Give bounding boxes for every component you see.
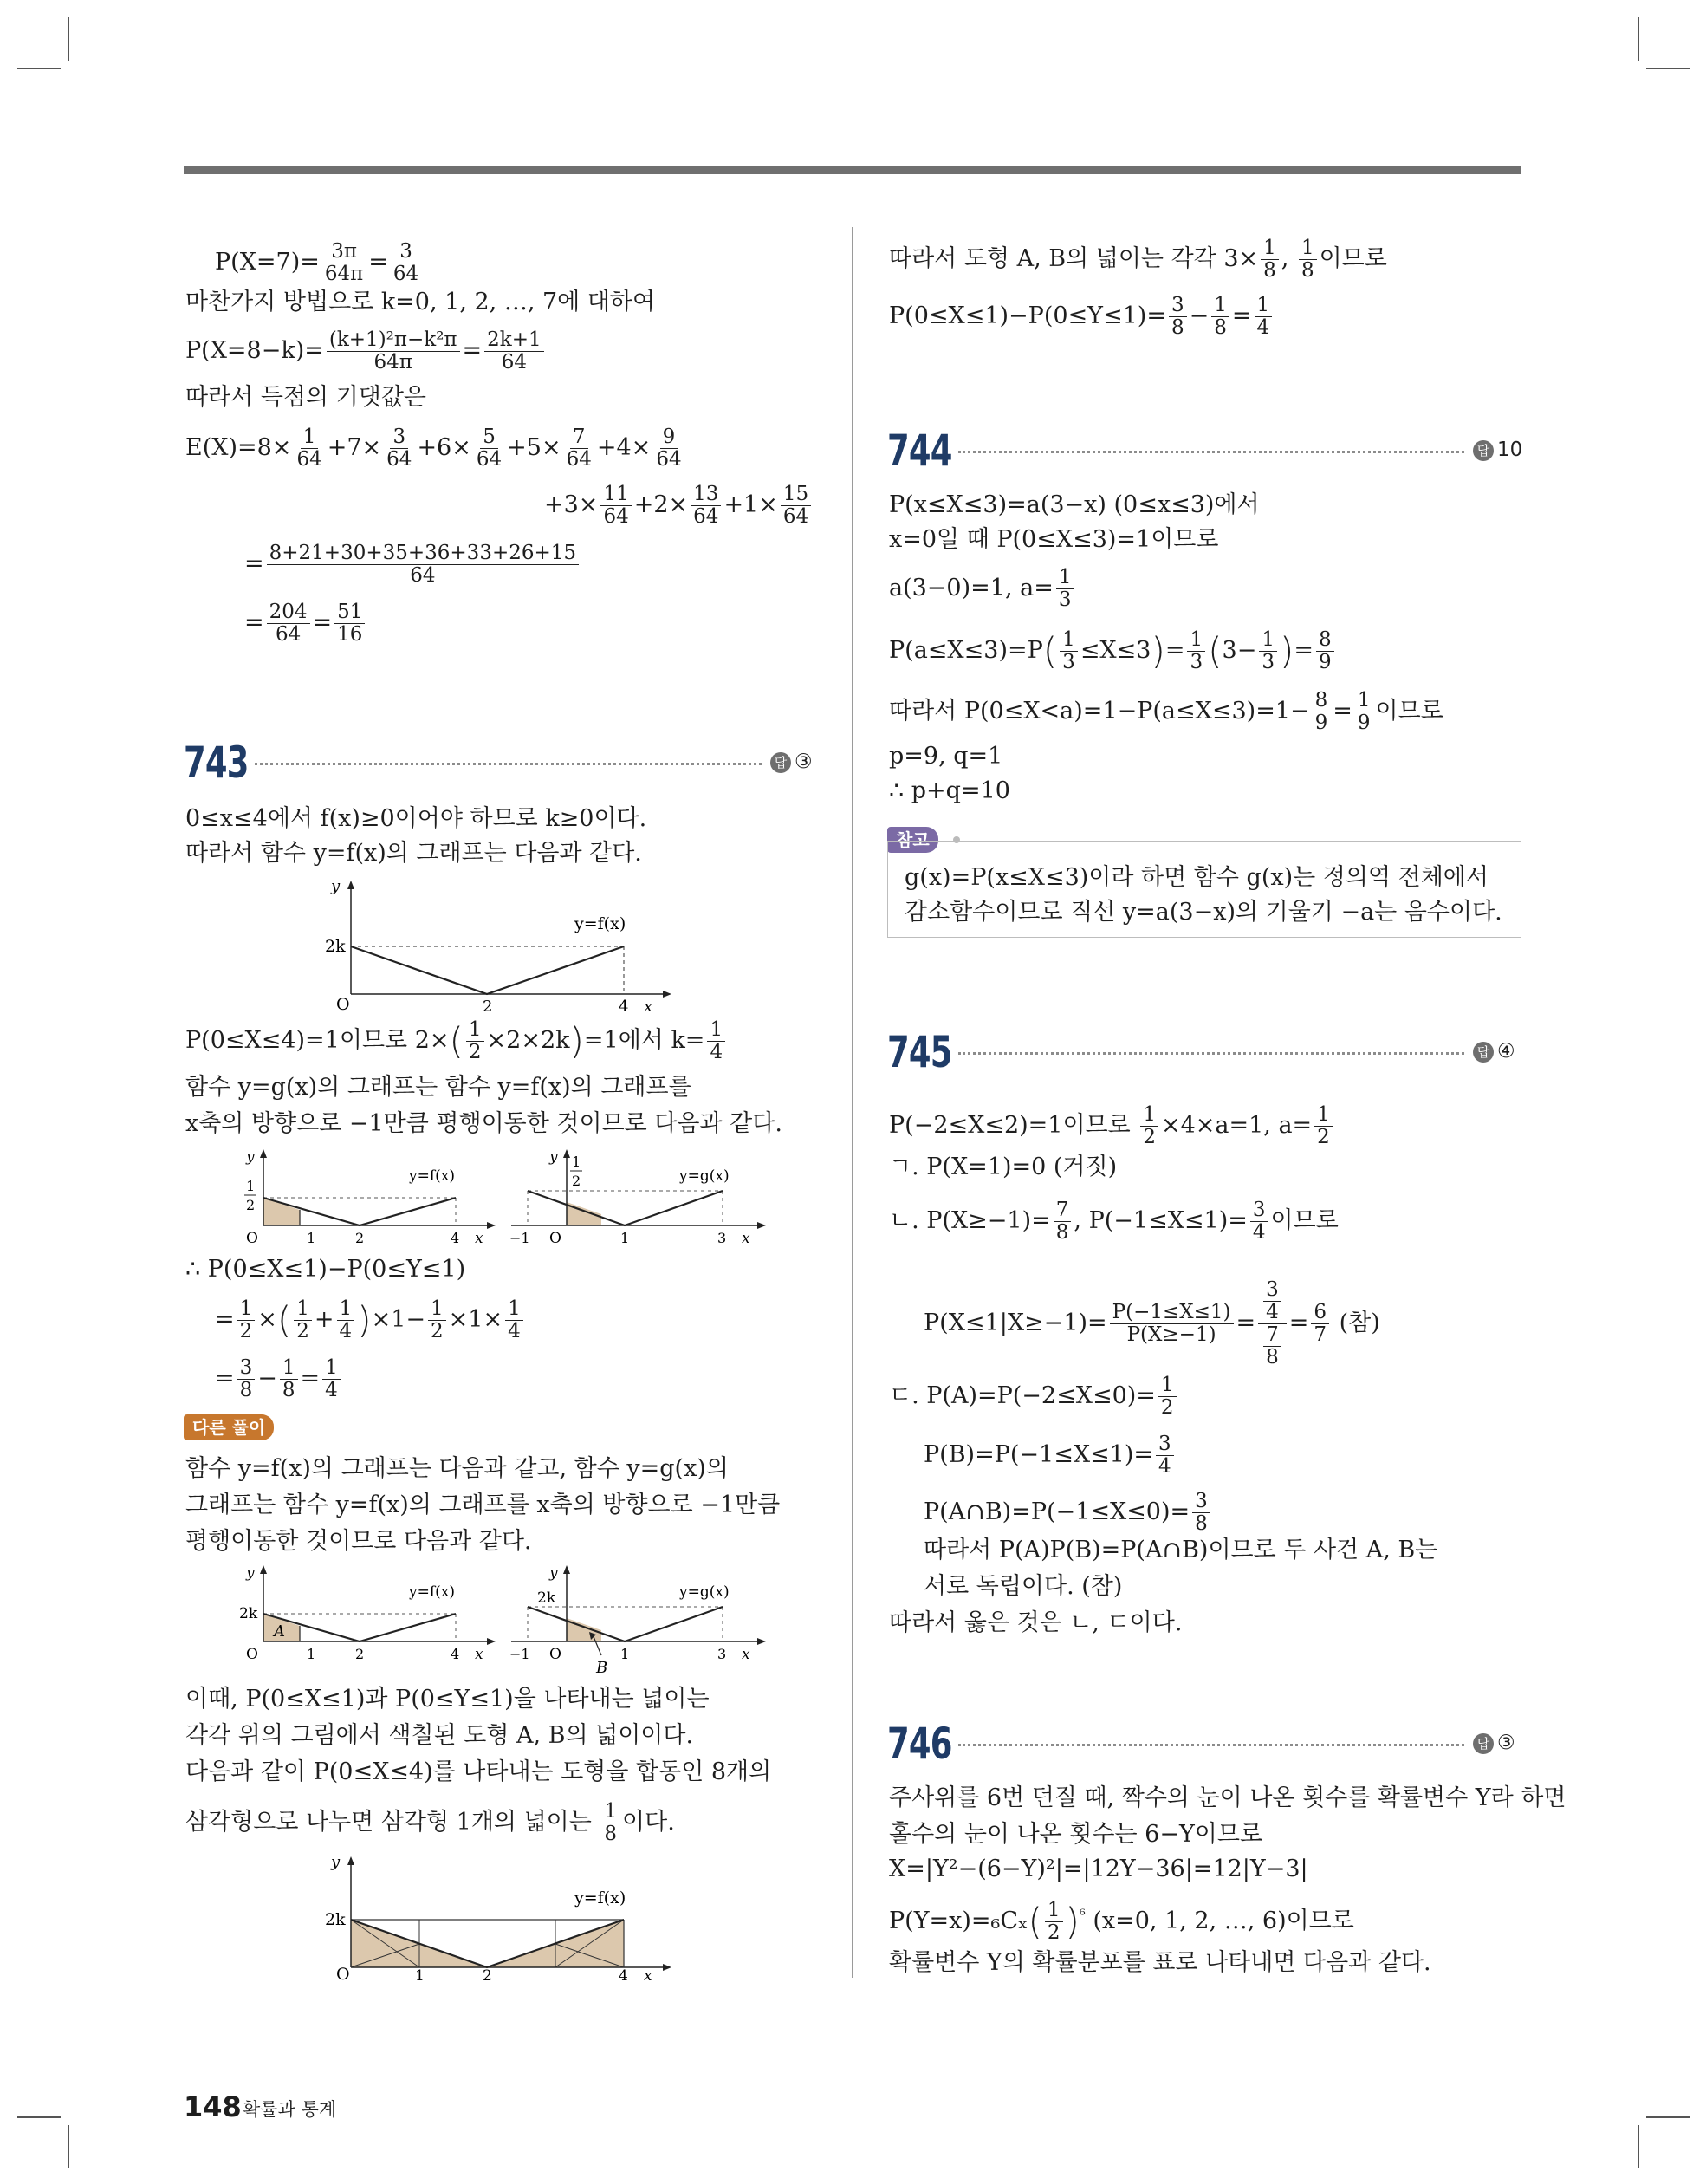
reference-text: 감소함수이므로 직선 y=a(3−x)의 기울기 −a는 음수이다.	[905, 899, 1502, 926]
reference-text: g(x)=P(x≤X≤3)이라 하면 함수 g(x)는 정의역 전체에서	[905, 864, 1489, 891]
axis-label-x: x	[644, 1967, 652, 1985]
crop-mark	[1638, 17, 1639, 61]
problem-header-746	[887, 1719, 1521, 1768]
alt-solution-tag: 다른 풀이	[184, 1414, 274, 1440]
solution-line: 함수 y=g(x)의 그래프는 함수 y=f(x)의 그래프를	[185, 1074, 691, 1101]
tick-label: 4	[451, 1646, 460, 1662]
curve-label: y=f(x)	[409, 1583, 455, 1601]
solution-line: 따라서 옳은 것은 ㄴ, ㄷ이다.	[889, 1609, 1183, 1636]
problem-number: 746	[887, 1719, 952, 1769]
tick-label: 1	[307, 1230, 316, 1246]
solution-line: 홀수의 눈이 나온 횟수는 6−Y이므로	[889, 1821, 1263, 1848]
answer-badge: 답 ③	[770, 749, 813, 775]
solution-line: 평행이동한 것이므로 다음과 같다.	[185, 1528, 532, 1555]
column-divider	[852, 227, 853, 1978]
tick-label: 3	[717, 1230, 727, 1246]
solution-line: ㄴ. P(X≥−1)= $\frac{7}{8}$ , P(−1≤X≤1)= $\frac{3}{4}$ 이므로	[889, 1199, 1339, 1244]
answer-badge: 답 ③	[1473, 1730, 1515, 1756]
solution-line: 각각 위의 그림에서 색칠된 도형 A, B의 넓이이다.	[185, 1722, 694, 1749]
solution-line: P(−2≤X≤2)=1이므로 $\frac{1}{2}$ ×4×a=1, a= $\frac{1}{2}$	[889, 1104, 1335, 1148]
graph-g-shaded	[506, 1149, 766, 1245]
solution-line: 따라서 득점의 기댓값은	[185, 384, 426, 411]
crop-mark	[1638, 2125, 1639, 2168]
tick-label: 2k	[325, 1910, 346, 1929]
solution-line: 확률변수 Y의 확률분포를 표로 나타내면 다음과 같다.	[889, 1949, 1431, 1976]
tick-label: 4	[451, 1230, 460, 1246]
crop-mark	[1646, 2116, 1690, 2118]
solution-line: P(X≤1|X≥−1)= $\frac{P(-1\le X\le 1)}{P(X\ge-1)}$ = $\frac{\frac{3}{4}}{\frac{7}{8}}$ = $\frac{6}{7}$ (참)	[924, 1278, 1380, 1368]
solution-line: ㄱ. P(X=1)=0 (거짓)	[889, 1154, 1118, 1180]
solution-line: ∴ p+q=10	[889, 777, 1010, 804]
answer-icon: 답	[1473, 440, 1494, 461]
solution-line: P(A∩B)=P(−1≤X≤0)= $\frac{3}{8}$	[924, 1491, 1213, 1535]
tick-label: 2	[355, 1646, 365, 1662]
tick-label: 2k	[239, 1605, 258, 1622]
graph-eight-triangles	[325, 1853, 676, 1985]
solution-line: 다음과 같이 P(0≤X≤4)를 나타내는 도형을 합동인 8개의	[185, 1758, 772, 1785]
tick-label: 3	[717, 1646, 727, 1662]
origin-label: O	[336, 995, 350, 1014]
solution-line: 삼각형으로 나누면 삼각형 1개의 넓이는 $\frac{1}{8}$ 이다.	[185, 1800, 675, 1845]
tick-label: 4	[619, 1967, 628, 1985]
solution-line: 주사위를 6번 던질 때, 짝수의 눈이 나온 횟수를 확률변수 Y라 하면	[889, 1784, 1567, 1811]
solution-line: 따라서 함수 y=f(x)의 그래프는 다음과 같다.	[185, 840, 642, 867]
origin-label: O	[336, 1965, 350, 1984]
crop-mark	[1646, 68, 1690, 69]
axis-label-x: x	[742, 1646, 750, 1663]
complex-fraction: $\frac{\frac{3}{4}}{\frac{7}{8}}$	[1258, 1279, 1287, 1368]
axis-label-y: y	[549, 1148, 558, 1166]
problem-number: 745	[887, 1027, 952, 1077]
expectation-line: +3× $\frac{11}{64}$ +2× $\frac{13}{64}$ +1× $\frac{15}{64}$	[544, 484, 814, 528]
solution-line: x축의 방향으로 −1만큼 평행이동한 것이므로 다음과 같다.	[185, 1110, 782, 1137]
problem-number: 743	[184, 738, 249, 788]
origin-label: O	[549, 1230, 561, 1247]
solution-line: P(Y=x)=₆Cₓ( $\frac{1}{2}$ )$^{^6}$ (x=0, 1, 2, …, 6)이므로	[889, 1899, 1354, 1944]
origin-label: O	[246, 1230, 258, 1247]
curve-label: y=f(x)	[574, 914, 626, 933]
dotted-leader	[958, 451, 1464, 453]
answer-badge: 답 10	[1473, 437, 1522, 463]
tick-label: 2	[483, 998, 493, 1016]
graph-g-region-b	[506, 1565, 766, 1678]
page-number: 148	[184, 2090, 242, 2123]
curve-label: y=f(x)	[574, 1888, 626, 1908]
problem-header-743	[184, 738, 816, 787]
tick-label: 1	[307, 1646, 316, 1662]
problem-header-744	[887, 426, 1521, 475]
tick-label: 2	[572, 1173, 581, 1189]
tick-label: 1	[620, 1230, 630, 1246]
solution-line: 따라서 도형 A, B의 넓이는 각각 3× $\frac{1}{8}$ , $\frac{1}{8}$ 이므로	[889, 237, 1387, 282]
solution-line: X=|Y²−(6−Y)²|=|12Y−36|=12|Y−3|	[889, 1856, 1308, 1882]
curve-label: y=g(x)	[679, 1583, 730, 1601]
axis-label-x: x	[475, 1230, 483, 1247]
tick-label: 2k	[537, 1589, 556, 1607]
tick-label: 2	[246, 1197, 256, 1213]
solution-line: 따라서 P(A)P(B)=P(A∩B)이므로 두 사건 A, B는	[924, 1537, 1438, 1563]
expectation-line: E(X)=8× $\frac{1}{64}$ +7× $\frac{3}{64}$ +6× $\frac{5}{64}$ +5× $\frac{7}{64}$ +4× $\frac{9}{64}$	[185, 426, 682, 471]
crop-mark	[17, 68, 61, 69]
solution-line: p=9, q=1	[889, 743, 1003, 770]
solution-line: P(a≤X≤3)=P( $\frac{1}{3}$ ≤X≤3)= $\frac{1}{3}$ (3− $\frac{1}{3}$ )= $\frac{8}{9}$	[889, 629, 1337, 673]
graph-f-743	[325, 877, 676, 1016]
solution-line: 0≤x≤4에서 f(x)≥0이어야 하므로 k≥0이다.	[185, 805, 647, 832]
origin-label: O	[549, 1646, 561, 1663]
solution-line: 그래프는 함수 y=f(x)의 그래프를 x축의 방향으로 −1만큼	[185, 1492, 781, 1518]
axis-label-y: y	[331, 877, 341, 895]
solution-line: P(X=8−k)= $\frac{\text{(k+1)²π−k²π}}{64\pi}$ = $\frac{2k+1}{64}$	[185, 329, 547, 374]
solution-line: 이때, P(0≤X≤1)과 P(0≤Y≤1)을 나타내는 넓이는	[185, 1686, 710, 1713]
solution-line: = $\frac{3}{8}$ − $\frac{1}{8}$ = $\frac{1}{4}$	[215, 1357, 343, 1401]
tick-label: 2k	[325, 937, 346, 956]
tick-label: 1	[620, 1646, 630, 1662]
region-label: B	[596, 1659, 608, 1677]
tick-label: −1	[509, 1646, 530, 1662]
solution-line: P(X=7)= $\frac{3\pi}{64\pi}$ = $\frac{3}{64}$	[215, 240, 419, 285]
solution-line: 마찬가지 방법으로 k=0, 1, 2, …, 7에 대하여	[185, 289, 656, 315]
axis-label-y: y	[246, 1148, 255, 1166]
curve-label: y=f(x)	[409, 1167, 455, 1185]
solution-line: x=0일 때 P(0≤X≤3)=1이므로	[889, 526, 1219, 553]
expectation-line: = $\frac{8+21+30+35+36+33+26+15}{64}$	[244, 543, 581, 587]
expectation-line: = $\frac{204}{64}$ = $\frac{51}{16}$	[244, 601, 367, 646]
crop-mark	[68, 2125, 69, 2168]
dotted-leader	[255, 763, 762, 765]
problem-header-745	[887, 1028, 1521, 1076]
solution-line: 함수 y=f(x)의 그래프는 다음과 같고, 함수 y=g(x)의	[185, 1455, 729, 1482]
tick-label: 2	[483, 1967, 492, 1985]
page-section-label: 확률과 통계	[243, 2099, 337, 2120]
tick-label: 4	[619, 998, 629, 1016]
solution-line: P(x≤X≤3)=a(3−x) (0≤x≤3)에서	[889, 491, 1260, 518]
graph-f-shaded	[227, 1149, 496, 1245]
solution-line: = $\frac{1}{2}$ ×( $\frac{1}{2}$ + $\frac{1}{4}$ )×1− $\frac{1}{2}$ ×1× $\frac{1}{4}$	[215, 1298, 526, 1342]
origin-label: O	[246, 1646, 258, 1663]
axis-label-y: y	[549, 1564, 558, 1582]
axis-label-x: x	[475, 1646, 483, 1663]
axis-label-y: y	[331, 1853, 341, 1871]
header-rule	[184, 166, 1521, 174]
region-label: A	[274, 1622, 285, 1641]
solution-line: 따라서 P(0≤X<a)=1−P(a≤X≤3)=1− $\frac{8}{9}$ = $\frac{1}{9}$ 이므로	[889, 689, 1443, 734]
axis-label-x: x	[742, 1230, 750, 1247]
graph-f-region-a	[227, 1565, 496, 1661]
reference-tag: 참고	[887, 827, 938, 853]
axis-label-x: x	[644, 998, 653, 1016]
tick-label: 1	[415, 1967, 425, 1985]
solution-line: ㄷ. P(A)=P(−2≤X≤0)= $\frac{1}{2}$	[889, 1375, 1179, 1419]
solution-line: P(0≤X≤4)=1이므로 2×( $\frac{1}{2}$ ×2×2k)=1에서 k= $\frac{1}{4}$	[185, 1019, 728, 1063]
axis-label-y: y	[246, 1564, 255, 1582]
crop-mark	[17, 2116, 61, 2118]
tick-label: −1	[509, 1230, 530, 1246]
dotted-leader	[958, 1052, 1464, 1055]
tick-label: 2	[355, 1230, 365, 1246]
problem-number: 744	[887, 426, 952, 476]
solution-line: P(0≤X≤1)−P(0≤Y≤1)= $\frac{3}{8}$ − $\frac{1}{8}$ = $\frac{1}{4}$	[889, 295, 1275, 339]
solution-line: ∴ P(0≤X≤1)−P(0≤Y≤1)	[185, 1256, 466, 1283]
crop-mark	[68, 17, 69, 61]
solution-line: P(B)=P(−1≤X≤1)= $\frac{3}{4}$	[924, 1433, 1177, 1478]
answer-icon: 답	[770, 752, 791, 773]
tick-label: 1	[246, 1178, 256, 1194]
answer-icon: 답	[1473, 1733, 1494, 1754]
solution-line: 서로 독립이다. (참)	[924, 1573, 1123, 1600]
solution-line: a(3−0)=1, a= $\frac{1}{3}$	[889, 567, 1076, 611]
curve-label: y=g(x)	[679, 1167, 730, 1185]
tick-label: 1	[572, 1154, 581, 1170]
answer-icon: 답	[1473, 1042, 1494, 1063]
dotted-leader	[958, 1744, 1464, 1746]
answer-badge: 답 ④	[1473, 1038, 1515, 1064]
